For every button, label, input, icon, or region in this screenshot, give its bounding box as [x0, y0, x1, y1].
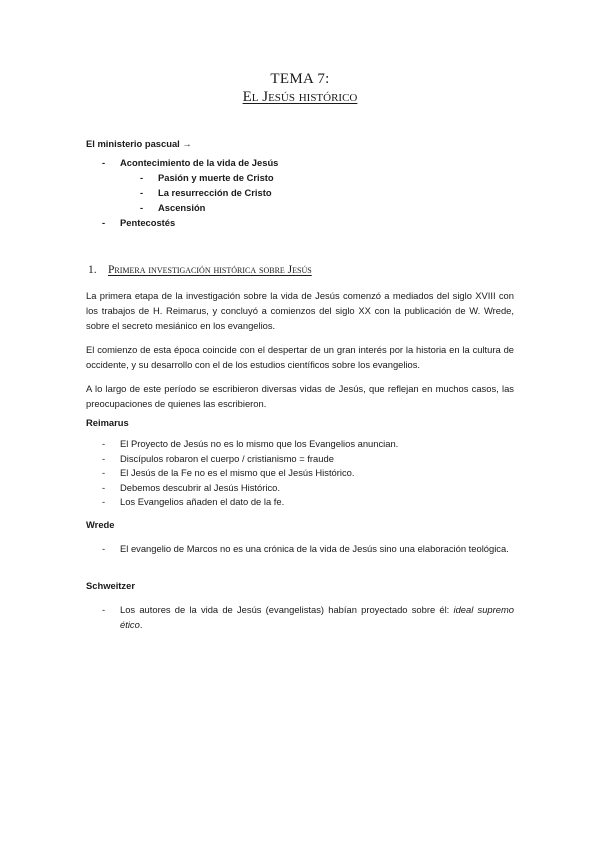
list-item: - El Proyecto de Jesús no es lo mismo que los Evangelios anuncian.: [86, 437, 514, 452]
list-item: - Ascensión: [86, 200, 514, 215]
list-item: - Debemos descubrir al Jesús Histórico.: [86, 481, 514, 496]
wrede-section: [86, 517, 514, 556]
intro-list-2: [86, 215, 514, 230]
paragraph: A lo largo de este período se escribieron diversas vidas de Jesús, que reflejan en muchos casos, las preocupaciones de quienes las escribieron.: [86, 383, 514, 409]
list-item: - Acontecimiento de la vida de Jesús: [86, 155, 514, 170]
item-end: .: [139, 619, 143, 630]
item-text: Los autores de la vida de Jesús (evangelistas) habían proyectado sobre él:: [120, 604, 454, 615]
schweitzer-heading: Schweitzer: [86, 580, 135, 591]
intro-heading: El ministerio pascual →: [86, 138, 192, 149]
section-title: Primera investigación histórica sobre Jesús: [108, 264, 312, 276]
wrede-heading: Wrede: [86, 519, 115, 530]
section-number: 1.: [88, 264, 97, 276]
schweitzer-list: [86, 602, 514, 632]
wrede-list: [86, 541, 514, 556]
document-title: [86, 70, 514, 106]
list-item: [86, 602, 514, 632]
list-item: - El evangelio de Marcos no es una crónica de la vida de Jesús sino una elaboración teológica.: [86, 541, 514, 556]
schweitzer-section: [86, 578, 514, 632]
paragraph: La primera etapa de la investigación sobre la vida de Jesús comenzó a mediados del siglo XVIII con los trabajos de H. Reimarus, y concluyó a comienzos del siglo XX con la publicación de W. Wrede, sobre el secreto mesiánico en los evangelios.: [86, 290, 514, 331]
list-item: - Discípulos robaron el cuerpo / cristianismo = fraude: [86, 452, 514, 467]
list-item: - Pasión y muerte de Cristo: [86, 170, 514, 185]
paragraph: El comienzo de esta época coincide con el despertar de un gran interés por la historia en la cultura de occidente, y su desarrollo con el de los estudios científicos sobre los evangelios.: [86, 344, 514, 370]
list-item: - El Jesús de la Fe no es el mismo que el Jesús Histórico.: [86, 466, 514, 481]
title-line-1: TEMA 7:: [270, 71, 330, 87]
section-1-body: [86, 288, 514, 411]
list-item: - Los Evangelios añaden el dato de la fe.: [86, 495, 514, 510]
list-item: - La resurrección de Cristo: [86, 185, 514, 200]
item-italic: ideal supremo ético: [120, 604, 514, 630]
list-item: - Pentecostés: [86, 215, 514, 230]
section-1-heading: [86, 263, 514, 278]
intro-section: [86, 136, 514, 230]
title-line-2: El Jesús histórico: [242, 89, 358, 105]
reimarus-heading: Reimarus: [86, 417, 129, 428]
reimarus-section: [86, 415, 514, 510]
reimarus-list: [86, 437, 514, 510]
intro-sublist: [86, 170, 514, 215]
intro-list: [86, 155, 514, 170]
